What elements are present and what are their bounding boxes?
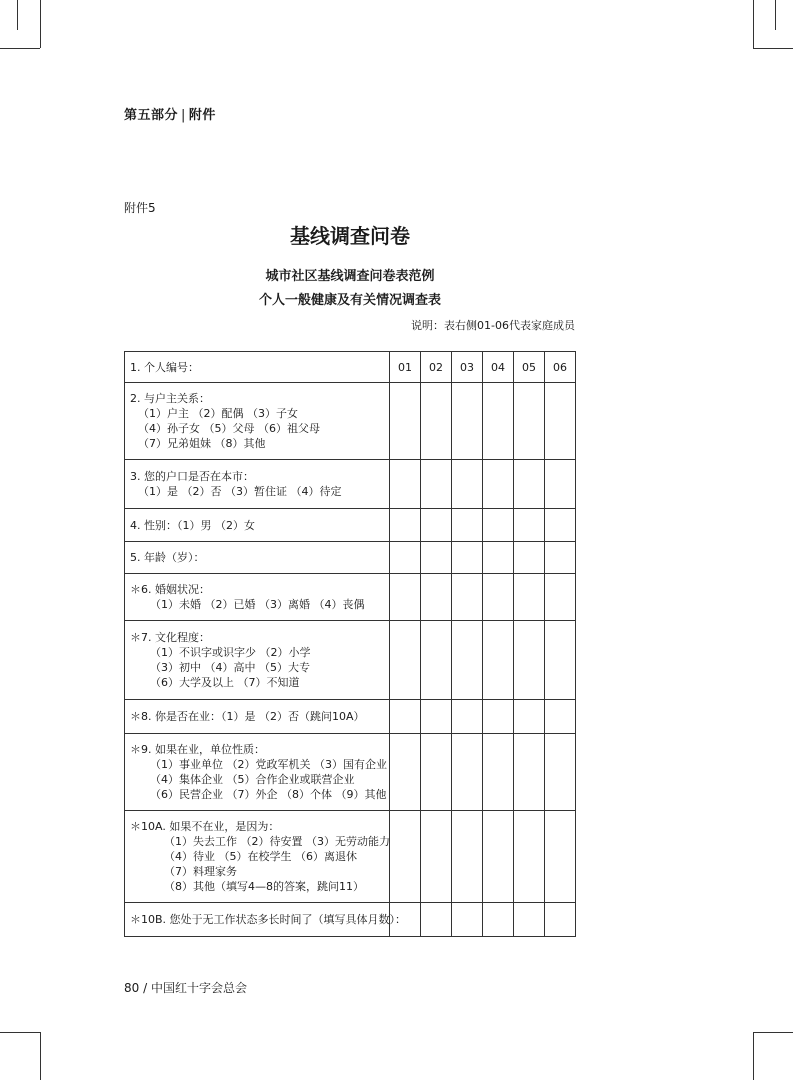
question-cell [125,700,390,734]
answer-cell[interactable] [545,460,576,509]
question-title: 1. 个人编号： [130,360,199,374]
question-title: 5. 年龄（岁）： [130,551,205,564]
answer-cell[interactable] [545,509,576,542]
answer-cell[interactable] [545,734,576,811]
answer-cell[interactable] [421,700,452,734]
question-option: （3）初中 （4）高中 （5）大专 [150,661,310,674]
answer-cell[interactable] [390,509,421,542]
answer-cell[interactable] [545,811,576,903]
answer-cell[interactable] [514,734,545,811]
question-option: （1）事业单位 （2）党政军机关 （3）国有企业 [150,758,387,771]
answer-cell[interactable] [452,700,483,734]
question-title: 3. 您的户口是否在本市： [130,470,254,483]
question-cell [125,509,390,542]
question-cell [125,352,390,383]
question-option: （8）其他（填写4—8的答案，跳问11） [164,880,364,893]
answer-cell[interactable] [545,574,576,621]
question-row [125,700,576,734]
crop-mark [0,48,40,49]
question-option: （4）孙子女 （5）父母 （6）祖父母 [138,422,320,435]
answer-cell[interactable] [514,542,545,574]
answer-cell[interactable] [452,383,483,460]
subtitle-2: 个人一般健康及有关情况调查表 [258,293,441,308]
answer-cell[interactable] [390,700,421,734]
answer-cell[interactable] [545,621,576,700]
member-column-header: 04 [483,352,514,383]
answer-cell[interactable] [452,903,483,937]
question-option: （4）待业 （5）在校学生 （6）离退休 [164,850,357,863]
answer-cell[interactable] [390,621,421,700]
answer-cell[interactable] [514,700,545,734]
answer-cell[interactable] [514,903,545,937]
header-separator: | [181,108,186,123]
answer-cell[interactable] [421,903,452,937]
answer-cell[interactable] [421,542,452,574]
answer-cell[interactable] [483,383,514,460]
crop-mark [753,1032,754,1080]
subtitle-1: 城市社区基线调查问卷表范例 [265,269,435,284]
crop-mark [0,1032,40,1033]
question-title: 2. 与户主关系： [130,392,210,405]
question-option: （4）集体企业 （5）合作企业或联营企业 [150,773,355,786]
question-option: （1）是 （2）否 （3）暂住证 （4）待定 [138,485,342,498]
answer-cell[interactable] [514,509,545,542]
answer-cell[interactable] [514,811,545,903]
member-column-header: 06 [545,352,576,383]
question-cell [125,621,390,700]
answer-cell[interactable] [483,542,514,574]
question-title: 4. 性别：（1）男 （2）女 [130,518,255,532]
question-row [125,460,576,509]
question-option: （1）不识字或识字少 （2）小学 [150,646,311,659]
member-column-header: 01 [390,352,421,383]
question-option: （7）料理家务 [164,865,237,878]
answer-cell[interactable] [421,460,452,509]
answer-cell[interactable] [452,811,483,903]
crop-mark [17,0,18,30]
question-title: ＊6. 婚姻状况： [130,583,210,596]
question-title: ＊10A. 如果不在业，是因为： [130,820,280,833]
member-column-header: 05 [514,352,545,383]
answer-cell[interactable] [483,734,514,811]
question-cell [125,811,390,903]
question-title: ＊9. 如果在业，单位性质： [130,743,265,756]
answer-cell[interactable] [483,460,514,509]
answer-cell[interactable] [514,621,545,700]
header-label: 附件 [188,108,216,123]
answer-cell[interactable] [421,574,452,621]
answer-cell[interactable] [483,903,514,937]
answer-cell[interactable] [421,811,452,903]
question-option: （1）户主 （2）配偶 （3）子女 [138,407,298,420]
answer-cell[interactable] [421,734,452,811]
question-row [125,734,576,811]
header-section: 第五部分 [124,108,179,123]
survey-table [124,351,576,937]
answer-cell[interactable] [545,542,576,574]
answer-cell[interactable] [452,542,483,574]
question-title: ＊10B. 您处于无工作状态多长时间了（填写具体月数）： [130,913,407,926]
answer-cell[interactable] [421,383,452,460]
answer-cell[interactable] [483,574,514,621]
question-cell [125,542,390,574]
answer-cell[interactable] [545,700,576,734]
answer-cell[interactable] [390,542,421,574]
answer-cell[interactable] [483,811,514,903]
question-row [125,352,576,383]
page-title: 基线调查问卷 [290,224,410,248]
answer-cell[interactable] [452,621,483,700]
answer-cell[interactable] [390,574,421,621]
annex-label: 附件5 [124,201,156,215]
answer-cell[interactable] [514,574,545,621]
question-row [125,574,576,621]
question-row [125,509,576,542]
crop-mark [753,1032,793,1033]
page-footer: 80 / 中国红十字会总会 [124,981,247,995]
question-row [125,383,576,460]
answer-cell[interactable] [452,574,483,621]
question-option: （1）未婚 （2）已婚 （3）离婚 （4）丧偶 [150,598,365,611]
member-column-header: 03 [452,352,483,383]
question-cell [125,383,390,460]
answer-cell[interactable] [452,509,483,542]
answer-cell[interactable] [483,509,514,542]
question-row [125,542,576,574]
member-column-header: 02 [421,352,452,383]
question-cell [125,574,390,621]
question-row [125,811,576,903]
question-row [125,903,576,937]
answer-cell[interactable] [390,383,421,460]
answer-cell[interactable] [390,734,421,811]
crop-mark [775,0,776,30]
question-option: （6）民营企业 （7）外企 （8）个体 （9）其他 [150,788,387,801]
question-row [125,621,576,700]
answer-cell[interactable] [390,811,421,903]
crop-mark [753,48,793,49]
answer-cell[interactable] [483,700,514,734]
question-title: ＊7. 文化程度： [130,631,210,644]
answer-cell[interactable] [421,509,452,542]
crop-mark [40,1032,41,1080]
answer-cell[interactable] [514,460,545,509]
answer-cell[interactable] [390,460,421,509]
question-cell [125,460,390,509]
answer-cell[interactable] [545,903,576,937]
answer-cell[interactable] [452,734,483,811]
question-title: ＊8. 你是否在业：（1）是 （2）否（跳问10A） [130,710,365,723]
answer-cell[interactable] [452,460,483,509]
question-cell [125,903,407,937]
answer-cell[interactable] [483,621,514,700]
question-option: （6）大学及以上 （7）不知道 [150,676,300,689]
crop-mark [753,0,754,48]
answer-cell[interactable] [545,383,576,460]
question-option: （7）兄弟姐妹 （8）其他 [138,437,266,450]
running-header [124,104,216,123]
crop-mark [40,0,41,48]
question-cell [125,734,390,811]
table-note: 说明：表右侧01-06代表家庭成员 [411,319,575,332]
question-option: （1）失去工作 （2）待安置 （3）无劳动能力 [164,835,390,848]
answer-cell[interactable] [421,621,452,700]
answer-cell[interactable] [514,383,545,460]
